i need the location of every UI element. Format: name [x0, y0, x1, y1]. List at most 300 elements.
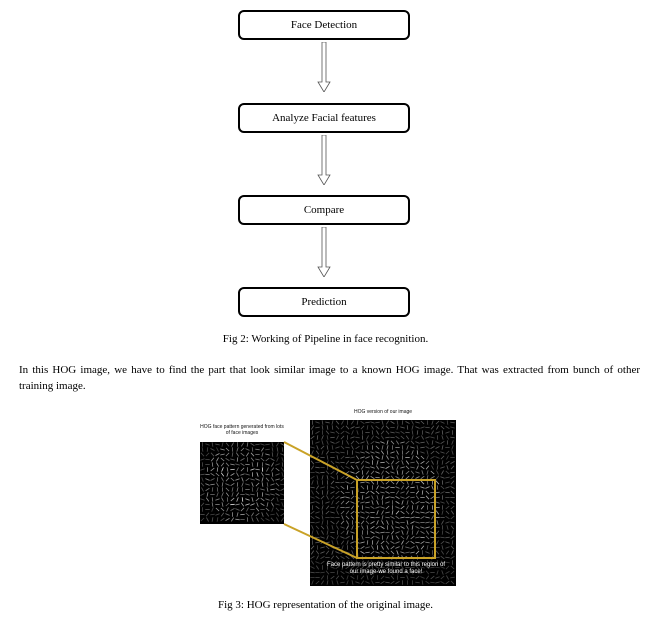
hog-gradient-stroke: [406, 436, 409, 440]
hog-gradient-stroke: [387, 450, 388, 454]
hog-gradient-stroke: [376, 446, 379, 449]
hog-gradient-stroke: [266, 478, 269, 481]
hog-gradient-stroke: [271, 478, 273, 482]
hog-gradient-stroke: [381, 431, 384, 434]
hog-gradient-stroke: [205, 484, 209, 486]
hog-gradient-stroke: [281, 478, 284, 481]
hog-gradient-stroke: [225, 484, 229, 486]
hog-gradient-stroke: [265, 449, 269, 450]
hog-gradient-stroke: [400, 492, 404, 494]
hog-gradient-stroke: [322, 435, 324, 439]
hog-gradient-stroke: [340, 472, 344, 473]
hog-gradient-stroke: [446, 501, 448, 505]
hog-gradient-stroke: [312, 530, 313, 534]
hog-gradient-stroke: [446, 506, 450, 509]
hog-gradient-stroke: [366, 452, 370, 454]
hog-gradient-stroke: [452, 550, 454, 554]
hog-gradient-stroke: [311, 516, 315, 519]
hog-gradient-stroke: [326, 551, 329, 554]
hog-gradient-stroke: [345, 447, 349, 448]
hog-gradient-stroke: [426, 466, 429, 470]
hog-gradient-stroke: [355, 512, 359, 513]
hog-gradient-stroke: [216, 454, 220, 456]
hog-gradient-stroke: [330, 432, 334, 433]
down-arrow-icon: [316, 42, 332, 92]
hog-gradient-stroke: [211, 458, 214, 462]
hog-gradient-stroke: [235, 504, 239, 505]
hog-gradient-stroke: [452, 445, 454, 449]
hog-gradient-stroke: [326, 506, 329, 510]
hog-gradient-stroke: [277, 452, 278, 456]
hog-gradient-stroke: [432, 440, 433, 444]
hog-gradient-stroke: [451, 566, 454, 569]
hog-gradient-stroke: [322, 450, 323, 454]
hog-gradient-stroke: [355, 437, 359, 438]
hog-gradient-stroke: [417, 466, 419, 470]
hog-gradient-stroke: [200, 459, 204, 460]
hog-gradient-stroke: [426, 536, 429, 539]
hog-gradient-stroke: [426, 581, 430, 583]
hog-gradient-stroke: [341, 456, 344, 459]
hog-gradient-stroke: [252, 482, 254, 486]
hog-gradient-stroke: [446, 451, 449, 454]
hog-gradient-stroke: [341, 552, 345, 554]
hog-gradient-stroke: [436, 476, 439, 480]
hog-gradient-stroke: [320, 487, 324, 488]
hog-gradient-stroke: [436, 421, 439, 424]
hog-gradient-stroke: [310, 497, 314, 498]
hog-gradient-stroke: [321, 581, 323, 585]
hog-gradient-stroke: [336, 491, 340, 494]
hog-gradient-stroke: [445, 482, 449, 483]
hog-gradient-stroke: [396, 501, 400, 503]
hog-gradient-stroke: [255, 459, 259, 460]
hog-gradient-stroke: [411, 546, 415, 548]
hog-gradient-stroke: [321, 526, 324, 529]
hog-gradient-stroke: [326, 511, 329, 514]
hog-gradient-stroke: [236, 453, 238, 457]
hog-gradient-stroke: [386, 486, 390, 488]
hog-gradient-stroke: [267, 487, 268, 491]
hog-gradient-stroke: [411, 556, 414, 559]
hog-gradient-stroke: [406, 496, 410, 498]
body-paragraph: In this HOG image, we have to find the part that look similar image to a known HOG image. That was extracted from bunch of other training image.: [19, 364, 640, 392]
hog-gradient-stroke: [412, 421, 414, 425]
hog-gradient-stroke: [451, 571, 454, 574]
hog-gradient-stroke: [212, 487, 213, 491]
hog-gradient-stroke: [447, 525, 448, 529]
hog-gradient-stroke: [370, 517, 374, 518]
hog-gradient-stroke: [365, 497, 369, 499]
hog-gradient-stroke: [412, 430, 413, 434]
hog-gradient-stroke: [450, 522, 454, 523]
hog-gradient-stroke: [381, 557, 385, 559]
hog-gradient-stroke: [446, 581, 450, 584]
hog-gradient-stroke: [312, 491, 314, 495]
hog-gradient-stroke: [371, 556, 375, 559]
hog-gradient-stroke: [452, 530, 453, 534]
hog-gradient-stroke: [221, 518, 225, 521]
hog-gradient-stroke: [265, 454, 269, 455]
hog-gradient-stroke: [327, 490, 328, 494]
hog-gradient-stroke: [346, 441, 348, 445]
hog-gradient-stroke: [421, 546, 424, 550]
hog-gradient-stroke: [440, 502, 444, 504]
hog-gradient-stroke: [395, 527, 399, 528]
hog-gradient-stroke: [221, 508, 224, 511]
hog-gradient-stroke: [435, 502, 439, 503]
hog-gradient-stroke: [237, 512, 238, 516]
hog-gradient-stroke: [431, 451, 434, 454]
hog-gradient-stroke: [376, 456, 380, 458]
hog-gradient-stroke: [417, 505, 418, 509]
hog-gradient-stroke: [257, 472, 258, 476]
hog-gradient-stroke: [312, 450, 314, 454]
hog-gradient-stroke: [416, 436, 420, 438]
hog-gradient-stroke: [282, 457, 283, 461]
hog-gradient-stroke: [416, 527, 420, 529]
hog-gradient-stroke: [256, 483, 259, 486]
hog-gradient-stroke: [401, 536, 404, 539]
hog-gradient-stroke: [346, 526, 348, 530]
hog-gradient-stroke: [405, 552, 409, 553]
hog-gradient-stroke: [365, 557, 369, 558]
hog-gradient-stroke: [310, 447, 314, 448]
hog-gradient-stroke: [441, 422, 445, 424]
hog-gradient-stroke: [217, 477, 218, 481]
hog-gradient-stroke: [216, 458, 218, 462]
hog-gradient-stroke: [226, 463, 229, 466]
hog-gradient-stroke: [231, 478, 234, 481]
hog-gradient-stroke: [402, 555, 404, 559]
hog-gradient-stroke: [407, 500, 408, 504]
hog-gradient-stroke: [346, 516, 349, 519]
hog-gradient-stroke: [440, 537, 444, 538]
hog-gradient-stroke: [245, 504, 249, 505]
hog-gradient-stroke: [451, 536, 455, 539]
hog-gradient-stroke: [271, 503, 273, 507]
hog-gradient-stroke: [335, 447, 339, 449]
hog-gradient-stroke: [451, 511, 453, 515]
hog-gradient-stroke: [322, 475, 323, 479]
hog-gradient-stroke: [352, 580, 353, 584]
hog-gradient-stroke: [430, 532, 434, 534]
hog-gradient-stroke: [247, 442, 248, 446]
hog-gradient-stroke: [246, 478, 250, 481]
hog-gradient-stroke: [371, 441, 375, 444]
hog-gradient-stroke: [282, 502, 284, 506]
hog-gradient-stroke: [407, 480, 409, 484]
hog-gradient-stroke: [237, 447, 238, 451]
hog-gradient-stroke: [215, 499, 219, 501]
step-prediction: [238, 287, 410, 317]
hog-gradient-stroke: [227, 507, 229, 511]
hog-gradient-stroke: [205, 444, 209, 446]
hog-gradient-stroke: [282, 447, 283, 451]
hog-gradient-stroke: [410, 552, 414, 553]
hog-gradient-stroke: [421, 456, 424, 459]
hog-gradient-stroke: [207, 492, 208, 496]
hog-gradient-stroke: [431, 526, 434, 529]
hog-gradient-stroke: [356, 471, 360, 474]
hog-gradient-stroke: [396, 487, 400, 489]
hog-gradient-stroke: [355, 582, 359, 583]
hog-gradient-stroke: [346, 476, 350, 479]
hog-gradient-stroke: [397, 470, 398, 474]
hog-gradient-stroke: [422, 470, 423, 474]
hog-gradient-stroke: [415, 542, 419, 543]
hog-gradient-stroke: [356, 546, 360, 549]
hog-gradient-stroke: [437, 485, 438, 489]
hog-gradient-stroke: [381, 581, 385, 583]
hog-gradient-stroke: [231, 518, 233, 522]
hog-gradient-stroke: [331, 576, 335, 579]
hog-gradient-stroke: [276, 513, 278, 517]
hog-gradient-stroke: [350, 462, 354, 463]
hog-gradient-stroke: [371, 481, 374, 485]
hog-gradient-stroke: [402, 500, 403, 504]
hog-gradient-stroke: [332, 465, 334, 469]
hog-gradient-stroke: [372, 496, 374, 500]
hog-gradient-stroke: [386, 492, 390, 494]
hog-gradient-stroke: [425, 432, 429, 434]
hog-gradient-stroke: [411, 536, 415, 539]
step-analyze-facial-features: [238, 103, 410, 133]
hog-gradient-stroke: [397, 425, 398, 429]
hog-gradient-stroke: [332, 420, 333, 424]
hog-gradient-stroke: [396, 441, 398, 445]
hog-gradient-stroke: [257, 518, 259, 522]
hog-gradient-stroke: [226, 488, 229, 491]
hog-gradient-stroke: [425, 522, 429, 523]
hog-gradient-stroke: [216, 473, 219, 476]
hog-gradient-stroke: [426, 491, 429, 494]
hog-small-label: HOG face pattern generated from lots of face images: [200, 424, 284, 436]
hog-gradient-stroke: [377, 495, 378, 499]
hog-gradient-stroke: [436, 551, 439, 555]
hog-gradient-stroke: [360, 502, 364, 503]
hog-gradient-stroke: [411, 522, 415, 524]
hog-gradient-stroke: [280, 509, 284, 510]
hog-gradient-stroke: [385, 512, 389, 513]
hog-gradient-stroke: [361, 576, 364, 579]
hog-gradient-stroke: [316, 506, 320, 509]
hog-gradient-stroke: [346, 471, 350, 474]
hog-gradient-stroke: [362, 555, 363, 559]
hog-gradient-stroke: [332, 540, 333, 544]
hog-gradient-stroke: [441, 541, 444, 544]
hog-gradient-stroke: [381, 426, 383, 430]
hog-gradient-stroke: [402, 530, 404, 534]
hog-gradient-stroke: [210, 484, 214, 485]
hog-gradient-stroke: [226, 458, 230, 460]
hog-gradient-stroke: [377, 510, 379, 514]
step-label: Analyze Facial features: [272, 112, 376, 124]
hog-gradient-stroke: [276, 508, 279, 511]
hog-gradient-stroke: [435, 492, 439, 493]
hog-gradient-stroke: [310, 502, 314, 503]
hog-gradient-stroke: [451, 466, 454, 469]
hog-gradient-stroke: [250, 494, 254, 495]
hog-gradient-stroke: [352, 490, 353, 494]
hog-gradient-stroke: [367, 425, 368, 429]
fig3-caption: Fig 3: HOG representation of the original image.: [217, 599, 434, 611]
hog-gradient-stroke: [405, 547, 409, 548]
hog-gradient-stroke: [330, 517, 334, 518]
hog-gradient-stroke: [320, 552, 324, 554]
hog-gradient-stroke: [375, 532, 379, 534]
hog-gradient-stroke: [421, 476, 425, 479]
hog-gradient-stroke: [445, 487, 449, 489]
hog-gradient-stroke: [251, 453, 254, 456]
hog-gradient-stroke: [327, 530, 328, 534]
hog-gradient-stroke: [276, 468, 280, 471]
hog-gradient-stroke: [227, 467, 228, 471]
hog-gradient-stroke: [357, 515, 358, 519]
hog-gradient-stroke: [385, 577, 389, 578]
hog-gradient-stroke: [341, 491, 344, 494]
hog-gradient-stroke: [255, 444, 259, 445]
hog-gradient-stroke: [381, 436, 383, 440]
hog-gradient-stroke: [377, 460, 378, 464]
hog-gradient-stroke: [390, 497, 394, 498]
hog-gradient-stroke: [362, 476, 364, 480]
hog-gradient-stroke: [216, 463, 218, 467]
hog-gradient-stroke: [376, 526, 380, 529]
hog-gradient-stroke: [252, 497, 253, 501]
hog-gradient-stroke: [256, 508, 259, 512]
hog-gradient-stroke: [347, 575, 348, 579]
hog-gradient-stroke: [271, 458, 275, 460]
hog-gradient-stroke: [336, 556, 339, 559]
hog-gradient-stroke: [351, 496, 354, 499]
hog-gradient-stroke: [425, 517, 429, 518]
hog-gradient-stroke: [250, 479, 254, 480]
hog-gradient-stroke: [312, 430, 313, 434]
hog-gradient-stroke: [231, 508, 235, 510]
hog-gradient-stroke: [311, 426, 313, 430]
hog-gradient-stroke: [336, 486, 339, 489]
hog-gradient-stroke: [335, 462, 339, 463]
hog-gradient-stroke: [357, 485, 358, 489]
hog-gradient-stroke: [446, 471, 449, 474]
hog-gradient-stroke: [320, 537, 324, 539]
hog-gradient-stroke: [406, 506, 408, 510]
hog-gradient-stroke: [340, 537, 344, 539]
hog-gradient-stroke: [341, 541, 344, 545]
hog-gradient-stroke: [410, 497, 414, 498]
hog-gradient-stroke: [340, 452, 344, 453]
hog-gradient-stroke: [376, 431, 378, 435]
hog-gradient-stroke: [401, 431, 405, 433]
hog-gradient-stroke: [381, 481, 384, 484]
hog-gradient-stroke: [201, 483, 204, 486]
hog-gradient-stroke: [357, 535, 358, 539]
hog-gradient-stroke: [431, 471, 434, 474]
hog-gradient-stroke: [431, 516, 433, 520]
hog-gradient-stroke: [422, 580, 423, 584]
hog-gradient-stroke: [272, 507, 274, 511]
hog-gradient-stroke: [240, 474, 244, 475]
step-label: Face Detection: [290, 19, 358, 31]
hog-gradient-stroke: [245, 499, 249, 500]
hog-gradient-stroke: [436, 447, 440, 449]
step-label: Prediction: [301, 296, 347, 308]
hog-gradient-stroke: [365, 547, 369, 548]
hog-gradient-stroke: [446, 576, 448, 580]
hog-gradient-stroke: [386, 477, 390, 479]
hog-gradient-stroke: [270, 489, 274, 490]
hog-gradient-stroke: [322, 505, 323, 509]
hog-gradient-stroke: [445, 542, 449, 544]
hog-gradient-stroke: [315, 427, 319, 428]
hog-gradient-stroke: [316, 456, 319, 459]
hog-gradient-stroke: [371, 426, 373, 430]
hog-gradient-stroke: [382, 420, 383, 424]
hog-gradient-stroke: [266, 468, 268, 472]
hog-gradient-stroke: [447, 456, 449, 460]
hog-gradient-stroke: [442, 545, 443, 549]
hog-gradient-stroke: [407, 535, 409, 539]
hog-gradient-stroke: [391, 481, 394, 484]
hog-gradient-stroke: [215, 444, 219, 445]
hog-gradient-stroke: [421, 557, 425, 559]
hog-gradient-stroke: [415, 442, 419, 444]
hog-gradient-stroke: [436, 481, 439, 484]
hog-gradient-stroke: [336, 501, 339, 504]
hog-gradient-stroke: [367, 525, 368, 529]
hog-gradient-stroke: [242, 482, 244, 486]
hog-gradient-stroke: [201, 494, 205, 496]
hog-gradient-stroke: [256, 498, 259, 501]
hog-gradient-stroke: [407, 575, 409, 579]
hog-gradient-stroke: [275, 504, 279, 505]
hog-gradient-stroke: [241, 443, 243, 447]
hog-gradient-stroke: [390, 472, 394, 474]
hog-gradient-stroke: [226, 478, 229, 481]
hog-gradient-stroke: [365, 467, 369, 468]
hog-gradient-stroke: [332, 550, 333, 554]
hog-gradient-stroke: [446, 511, 449, 514]
hog-gradient-stroke: [232, 492, 233, 496]
hog-gradient-stroke: [412, 480, 414, 484]
hog-gradient-stroke: [416, 576, 419, 579]
down-arrow-icon: [316, 227, 332, 277]
hog-gradient-stroke: [376, 537, 380, 539]
hog-gradient-stroke: [337, 506, 339, 510]
hog-gradient-stroke: [316, 526, 319, 529]
hog-gradient-stroke: [311, 551, 313, 555]
hog-gradient-stroke: [351, 502, 355, 504]
hog-gradient-stroke: [412, 425, 413, 429]
hog-gradient-stroke: [441, 441, 445, 443]
hog-gradient-stroke: [412, 455, 414, 459]
hog-gradient-stroke: [310, 572, 314, 573]
hog-gradient-stroke: [365, 582, 369, 584]
hog-gradient-stroke: [355, 462, 359, 464]
hog-gradient-stroke: [431, 461, 433, 465]
hog-gradient-stroke: [206, 498, 209, 502]
hog-gradient-stroke: [266, 519, 270, 521]
hog-gradient-stroke: [371, 521, 375, 523]
hog-gradient-stroke: [206, 488, 210, 490]
hog-gradient-stroke: [371, 532, 375, 534]
hog-gradient-stroke: [356, 497, 360, 499]
hog-gradient-stroke: [262, 512, 264, 516]
hog-gradient-stroke: [415, 582, 419, 583]
hog-gradient-stroke: [336, 442, 340, 444]
hog-gradient-stroke: [437, 471, 439, 475]
